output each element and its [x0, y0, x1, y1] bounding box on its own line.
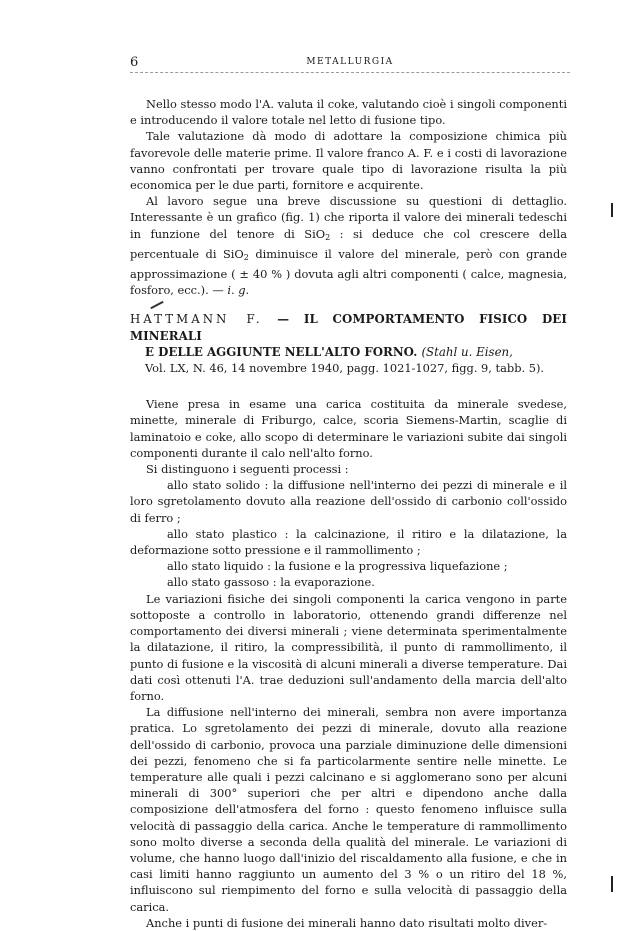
paragraph: La diffusione nell'interno dei minerali, sembra non avere importanza pratica. Lo sgretolamento dei pezzi di minerale, dovuto alla reazione dell'ossido di carbonio, provoca una parziale diminuzione delle dimensioni dei pezzi, fenomeno che si fa particolarmente sentire nelle minette. Le temperature alle quali i pezzi calcinano e si agglomerano sono per alcuni minerali di 300° superiori che per altri e dipendono anche dalla composizione dell'atmosfera del forno : questo fenomeno influisce sulla velocità di passaggio della carica. Anche le temperature di rammollimento sono molto diverse a seconda della qualità del minerale. Le variazioni di volume, che hanno luogo dall'inizio del riscaldamento alla fusione, e che in casi limiti hanno raggiunto un aumento del 3 % o un ritiro del 18 %, influiscono sul riempimento del forno e sulla velocità di passaggio della carica.: [130, 705, 567, 914]
paragraph: Si distinguono i seguenti processi :: [146, 462, 349, 477]
signature-initials: i. g.: [227, 283, 250, 298]
process-item: allo stato solido : la diffusione nell'interno dei pezzi di minerale e il loro sgretolamento dovuto alla reazione dell'ossido di carbonio coll'ossido di ferro ;: [130, 478, 567, 525]
process-item: allo stato gassoso : la evaporazione.: [167, 575, 375, 590]
article-body: [130, 96, 567, 931]
scan-edge-mark: [611, 203, 613, 217]
entry-heading: HATTMANN F. — IL COMPORTAMENTO FISICO DEI MINERALI: [130, 312, 567, 343]
paragraph: Tale valutazione dà modo di adottare la composizione chimica più favorevole delle materie prime. Il valore franco A. F. e i costi di lavorazione vanno confrontati per trovare quale tipo di lavorazione risulta la più economica per le due parti, fornitore e acquirente.: [130, 129, 567, 193]
paragraph: Anche i punti di fusione dei minerali hanno dato risultati molto diver-: [146, 915, 548, 930]
process-item: allo stato liquido : la fusione e la progressiva liquefazione ;: [167, 559, 508, 574]
entry-author: HATTMANN F.: [130, 312, 263, 327]
paragraph: Le variazioni fisiche dei singoli componenti la carica vengono in parte sottoposte a controllo in laboratorio, ottenendo grandi differenze nel comportamento dei diversi minerali ; viene determinata sperimentalmente la dilatazione, il ritiro, la compressibilità, il punto di rammollimento, il punto di fusione e la viscosità di alcuni minerali a diverse temperature. Dai dati così ottenuti l'A. trae deduzioni sull'andamento della marcia dell'alto forno.: [130, 591, 567, 703]
running-title: METALLURGIA: [306, 57, 394, 67]
page-number: 6: [130, 55, 139, 70]
entry-citation: Vol. LX, N. 46, 14 novembre 1940, pagg. 1021-1027, figg. 9, tabb. 5).: [145, 361, 545, 376]
entry-title-line1: IL COMPORTAMENTO FISICO DEI MINERALI: [130, 312, 567, 343]
running-head: [130, 55, 570, 75]
header-rule: [130, 72, 570, 73]
paragraph: Viene presa in esame una carica costituita da minerale svedese, minette, minerale di Friburgo, calce, scoria Siemens-Martin, scaglie di laminatoio e coke, allo scopo di determinare le variazioni subite dai singoli componenti durante il calo nell'alto forno.: [130, 397, 567, 460]
closing-paragraph: Al lavoro segue una breve discussione su questioni di dettaglio. Interessante è un grafico (fig. 1) che riporta il valore dei minerali tedeschi in funzione del tenore di SiO$_2$ : si deduce che col crescere della percentuale di SiO$_2$ diminuisce il valore del minerale, però con grande approssimazione ( ± 40 % ) dovuta agli altri componenti ( calce, magnesia, fosforo, ecc.). — i. g.: [130, 194, 568, 298]
paragraph: Nello stesso modo l'A. valuta il coke, valutando cioè i singoli componenti e introducendo il valore totale nel letto di fusione tipo.: [130, 97, 567, 128]
process-item: allo stato plastico : la calcinazione, il ritiro e la dilatazione, la deformazione sotto pressione e il rammollimento ;: [130, 526, 567, 558]
abstract-entry-header: [130, 311, 567, 376]
journal-name: (Stahl u. Eisen,: [421, 344, 513, 359]
scan-edge-mark: [611, 876, 613, 892]
entry-title-line2: E DELLE AGGIUNTE NELL'ALTO FORNO. (Stahl u. Eisen,: [145, 344, 513, 359]
